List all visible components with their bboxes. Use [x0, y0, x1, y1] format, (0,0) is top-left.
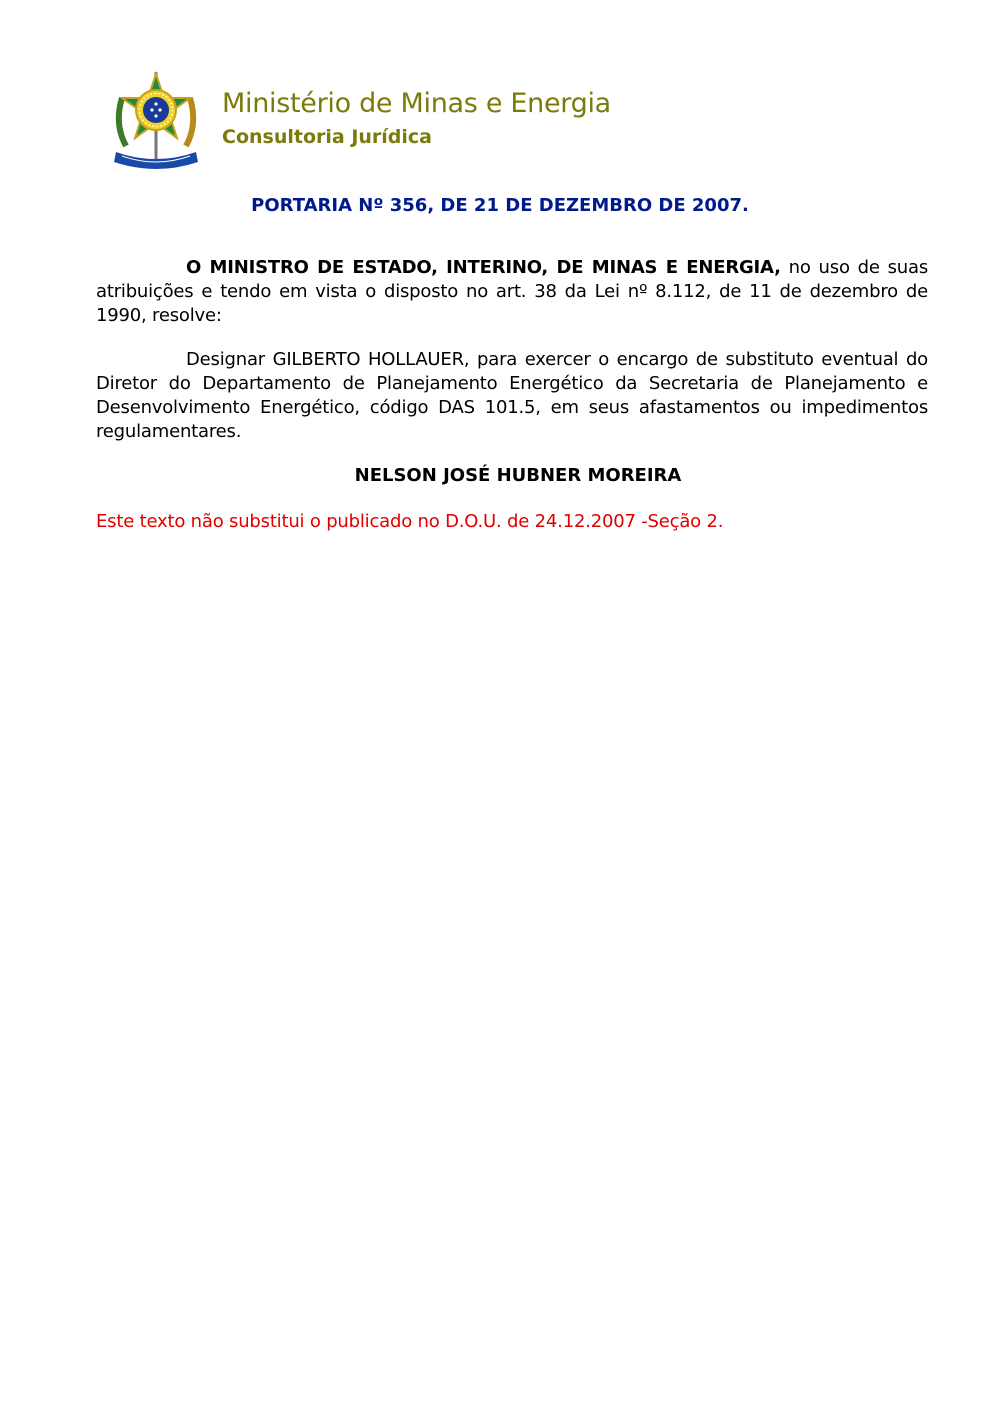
paragraph-1-text: no uso de suas atribuições e tendo em vista o disposto no art. 38 da Lei nº 8.112, de 11 de dezembro de 1990, resolve: [96, 257, 929, 326]
paragraph-1-lead: O MINISTRO DE ESTADO, INTERINO, DE MINAS E ENERGIA, [186, 257, 781, 278]
ministry-name: Ministério de Minas e Energia [222, 88, 611, 119]
brazil-coat-of-arms-icon [108, 68, 204, 172]
document-title: PORTARIA Nº 356, DE 21 DE DEZEMBRO DE 2007. [251, 195, 749, 216]
paragraph-2-text: Designar GILBERTO HOLLAUER, para exercer o encargo de substituto eventual do Diretor do Departamento de Planejamento Energético da Secretaria de Planejamento e Desenvolvimento Energético, código DAS 101.5, em seus afastamentos ou impedimentos regulamentares. [96, 349, 928, 442]
disclaimer: Este texto não substitui o publicado no D.O.U. de 24.12.2007 -Seção 2. [96, 511, 724, 532]
paragraph-2 [96, 348, 928, 444]
department-name: Consultoria Jurídica [222, 126, 433, 148]
signature: NELSON JOSÉ HUBNER MOREIRA [354, 465, 682, 486]
paragraph-1 [96, 256, 928, 328]
